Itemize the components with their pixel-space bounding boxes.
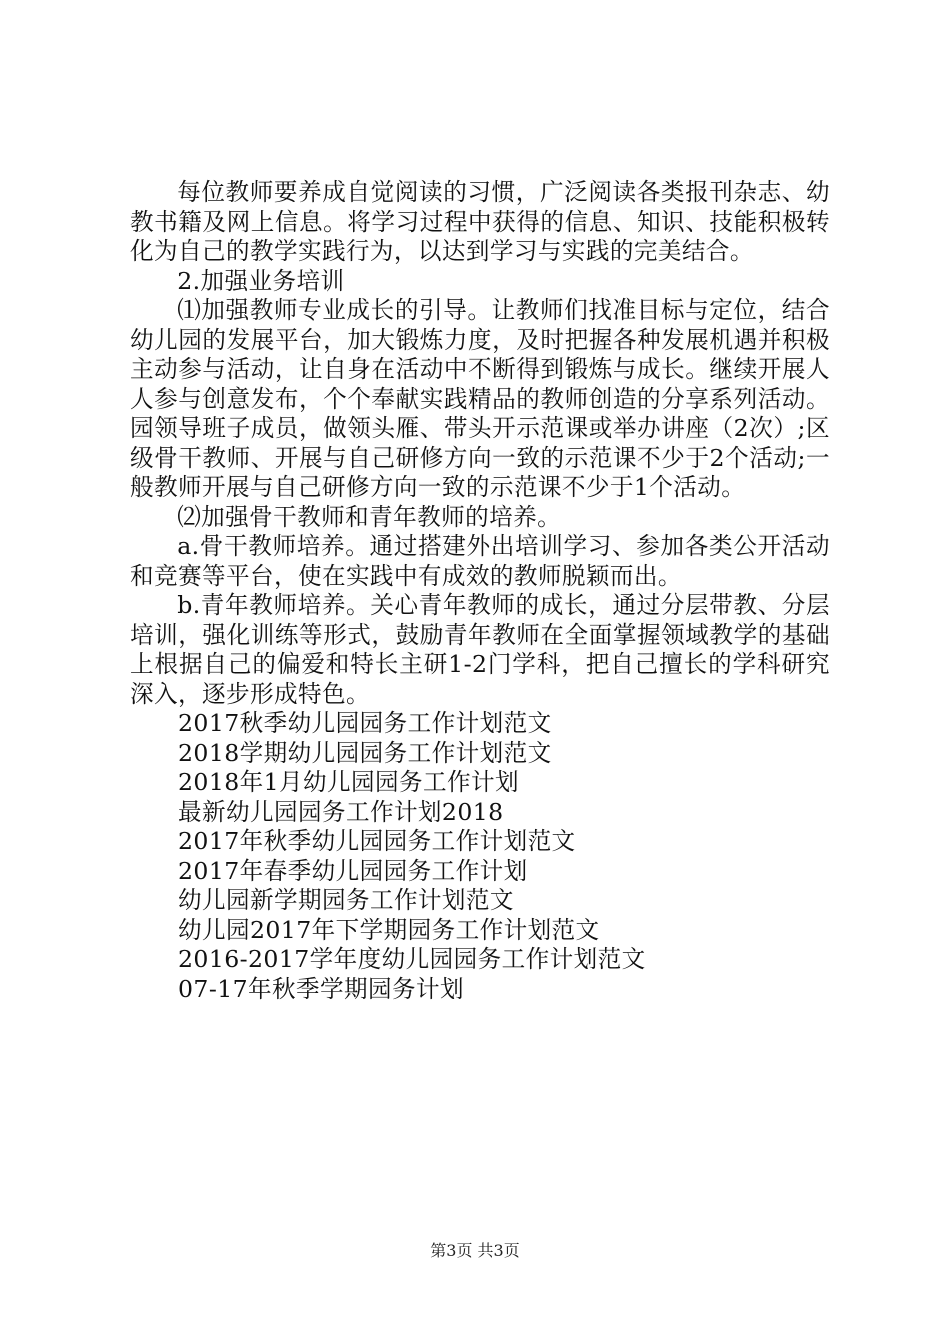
- related-link[interactable]: 最新幼儿园园务工作计划2018: [178, 797, 504, 826]
- related-link[interactable]: 2017年春季幼儿园园务工作计划: [178, 856, 528, 885]
- related-link[interactable]: 2017秋季幼儿园园务工作计划范文: [178, 709, 552, 737]
- document-body: [130, 178, 830, 1004]
- page-footer: 第3页 共3页: [430, 1241, 520, 1260]
- related-link[interactable]: 2017年秋季幼儿园园务工作计划范文: [178, 827, 576, 855]
- related-link[interactable]: 2016-2017学年度幼儿园园务工作计划范文: [178, 945, 646, 973]
- related-link[interactable]: 07-17年秋季学期园务计划: [178, 974, 464, 1003]
- paragraph-backbone-training: a.骨干教师培养。通过搭建外出培训学习、参加各类公开活动和竞赛等平台，使在实践中有成效的教师脱颖而出。: [130, 532, 830, 590]
- paragraph-backbone-youth: ⑵加强骨干教师和青年教师的培养。: [177, 502, 562, 531]
- related-link[interactable]: 幼儿园2017年下学期园务工作计划范文: [178, 915, 600, 944]
- related-link[interactable]: 2018学期幼儿园园务工作计划范文: [178, 738, 552, 767]
- paragraph-reading-habit: 每位教师要养成自觉阅读的习惯，广泛阅读各类报刊杂志、幼教书籍及网上信息。将学习过程中获得的信息、知识、技能积极转化为自己的教学实践行为，以达到学习与实践的完美结合。: [130, 178, 830, 265]
- paragraph-youth-training: b.青年教师培养。关心青年教师的成长，通过分层带教、分层培训，强化训练等形式，鼓励青年教师在全面掌握领域教学的基础上根据自己的偏爱和特长主研1-2门学科，把自己擅长的学科研究深入，逐步形成特色。: [130, 591, 830, 708]
- related-links-list: [130, 709, 830, 1004]
- related-link[interactable]: 2018年1月幼儿园园务工作计划: [178, 768, 519, 796]
- paragraph-professional-growth: ⑴加强教师专业成长的引导。让教师们找准目标与定位，结合幼儿园的发展平台，加大锻炼力度，及时把握各种发展机遇并积极主动参与活动，让自身在活动中不断得到锻炼与成长。继续开展人人参与创意发布，个个奉献实践精品的教师创造的分享系列活动。园领导班子成员，做领头雁、带头开示范课或举办讲座（2次）;区级骨干教师、开展与自己研修方向一致的示范课不少于2个活动;一般教师开展与自己研修方向一致的示范课不少于1个活动。: [130, 296, 830, 501]
- section-heading-training: 2.加强业务培训: [177, 266, 345, 295]
- related-link[interactable]: 幼儿园新学期园务工作计划范文: [178, 886, 514, 914]
